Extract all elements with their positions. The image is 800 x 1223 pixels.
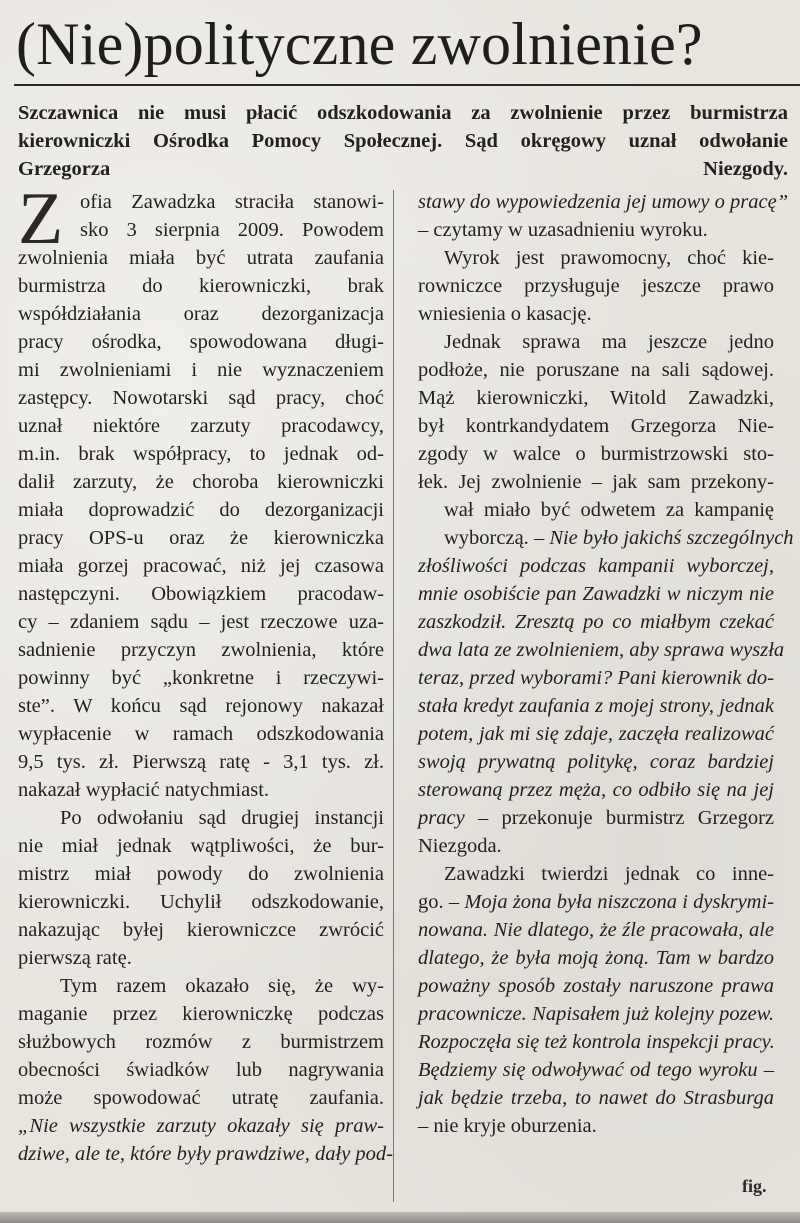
text-line: burmistrza do kierowniczki, brak xyxy=(18,275,384,297)
quote-line: Rozpoczęła się też kontrola inspekcji pracy. xyxy=(418,1031,775,1053)
text-line: – czytamy w uzasadnieniu wyroku. xyxy=(418,219,708,241)
quote-line: „Nie wszystkie zarzuty okazały się praw- xyxy=(18,1115,384,1137)
quote-line: złośliwości podczas kampanii wyborczej, xyxy=(418,555,774,577)
text-line: Niezgoda. xyxy=(418,835,502,857)
quote-segment: – Moja żona była niszczona i dyskrymi- xyxy=(448,891,775,913)
text-line: Mąż kierowniczki, Witold Zawadzki, xyxy=(418,387,774,409)
quote-line: poważny sposób zostały naruszone prawa xyxy=(418,975,774,997)
text-line: sadnienie przyczyn zwolnienia, które xyxy=(18,639,384,661)
quote-line: zaszkodził. Zresztą po co miałbym czekać xyxy=(418,611,774,633)
quote-line: swoją prywatną politykę, coraz bardziej xyxy=(418,751,774,773)
text-line: mi zwolnieniami i nie wyznaczeniem xyxy=(18,359,384,381)
text-line: nakazując byłej kierowniczce zwrócić xyxy=(18,919,384,941)
article-column-left xyxy=(18,178,394,1168)
text-line: może spowodować utratę zaufania. xyxy=(18,1087,384,1109)
quote-segment: pracy xyxy=(418,807,465,829)
text-line: kierowniczki. Uchylił odszkodowanie, xyxy=(18,891,384,913)
text-line: zgody w walce o burmistrzowski sto- xyxy=(418,443,774,465)
text-segment: go. xyxy=(418,891,444,913)
text-line: nakazał wypłacić natychmiast. xyxy=(18,779,270,801)
quote-line: nowana. Nie dlatego, że źle pracowała, ale xyxy=(418,919,774,941)
quote-line: mnie osobiście pan Zawadzki w niczym nie xyxy=(418,583,774,605)
lead-paragraph xyxy=(18,99,788,183)
text-line: łek. Jej zwolnienie – jak sam przekony- xyxy=(418,471,774,493)
text-line: – nie kryje oburzenia. xyxy=(418,1115,597,1137)
page-bottom-edge xyxy=(0,1212,800,1223)
text-line: ste”. W końcu sąd rejonowy nakazał xyxy=(18,695,384,717)
column-divider xyxy=(393,190,394,1202)
text-line: dalił zarzuty, że choroba kierowniczki xyxy=(18,471,384,493)
quote-line: pracownicze. Napisałem już kolejny pozew. xyxy=(418,1003,774,1025)
text-line: obecności świadków lub nagrywania xyxy=(18,1059,384,1081)
text-line: miała doprowadzić do dezorganizacji xyxy=(18,499,384,521)
quote-line: teraz, przed wyborami? Pani kierownik do- xyxy=(418,667,774,689)
headline: (Nie)polityczne zwolnienie? xyxy=(16,11,703,77)
text-line: wypłacenie w ramach odszkodowania xyxy=(18,723,384,745)
text-line: pierwszą ratę. xyxy=(18,947,132,969)
text-segment: wyborczą. xyxy=(444,527,529,549)
text-line: wał miało być odwetem za kampanię xyxy=(444,499,774,521)
text-line: nie miał jednak wątpliwości, że bur- xyxy=(18,835,384,857)
drop-cap: Z xyxy=(18,178,64,260)
text-line: pracy OPS-u oraz że kierowniczka xyxy=(18,527,384,549)
text-line: Wyrok jest prawomocny, choć kie- xyxy=(444,247,774,269)
text-line: powinny być „konkretne i rzeczywi- xyxy=(18,667,384,689)
text-line: zwolnienia miała być utrata zaufania xyxy=(18,247,384,269)
article-column-right xyxy=(402,188,794,1140)
quote-line: jak będzie trzeba, to nawet do Strasburga xyxy=(418,1087,774,1109)
text-line: 9,5 tys. zł. Pierwszą ratę - 3,1 tys. zł. xyxy=(18,751,384,773)
text-line: podłoże, nie poruszane na sali sądowej. xyxy=(418,359,774,381)
text-line: m.in. brak współpracy, to jednak od- xyxy=(18,443,384,465)
quote-segment: – Nie było jakichś szczególnych xyxy=(533,527,794,549)
lead-line: Grzegorza Niezgody. xyxy=(18,158,788,180)
author-signature: fig. xyxy=(742,1176,767,1196)
lead-line: Szczawnica nie musi płacić odszkodowania za zwolnienie przez burmistrza xyxy=(18,102,788,124)
text-line: ofia Zawadzka straciła stanowi- xyxy=(80,191,384,213)
text-line: Zawadzki twierdzi jednak co inne- xyxy=(444,863,774,885)
text-line: Po odwołaniu sąd drugiej instancji xyxy=(60,807,384,829)
text-line: współdziałania oraz dezorganizacja xyxy=(18,303,384,325)
text-line: mistrz miał powody do zwolnienia xyxy=(18,863,384,885)
text-line: służbowych rozmów z burmistrzem xyxy=(18,1031,384,1053)
quote-line: stała kredyt zaufania z mojej strony, jednak xyxy=(418,695,774,717)
quote-line: dlatego, że była moją żoną. Tam w bardzo xyxy=(418,947,774,969)
quote-line: Będziemy się odwoływać od tego wyroku – xyxy=(418,1059,774,1081)
text-line: następczyni. Obowiązkiem pracodaw- xyxy=(18,583,384,605)
text-line xyxy=(402,804,774,832)
text-line: maganie przez kierowniczkę podczas xyxy=(18,1003,384,1025)
quote-line: sterowaną przez męża, co odbiło się na jej xyxy=(418,779,774,801)
text-line: wniesienia o kasację. xyxy=(418,303,592,325)
text-line: zastępcy. Nowotarski sąd pracy, choć xyxy=(18,387,384,409)
text-line xyxy=(402,888,774,916)
quote-line: potem, jak mi się zdaje, zaczęła realizować xyxy=(418,723,774,745)
text-line: cy – zdaniem sądu – jest rzeczowe uza- xyxy=(18,611,384,633)
quote-line: dziwe, ale te, które były prawdziwe, dały pod- xyxy=(18,1143,394,1165)
text-segment: – przekonuje burmistrz Grzegorz xyxy=(477,807,775,829)
text-line: pracy ośrodka, spowodowana długi- xyxy=(18,331,384,353)
text-line: miała gorzej pracować, niż jej czasowa xyxy=(18,555,384,577)
quote-line: stawy do wypowiedzenia jej umowy o pracę” xyxy=(418,191,789,213)
text-line: Tym razem okazało się, że wy- xyxy=(60,975,384,997)
text-line: uznał niektóre zarzuty pracodawcy, xyxy=(18,415,384,437)
text-line: sko 3 sierpnia 2009. Powodem xyxy=(80,219,384,241)
lead-line: kierowniczki Ośrodka Pomocy Społecznej. Sąd okręgowy uznał odwołanie xyxy=(18,130,788,152)
text-line xyxy=(402,524,794,552)
headline-rule xyxy=(14,84,800,86)
text-line: był kontrkandydatem Grzegorza Nie- xyxy=(418,415,774,437)
quote-line: dwa lata ze zwolnieniem, aby sprawa wyszła xyxy=(418,639,785,661)
text-line: rowniczce przysługuje jeszcze prawo xyxy=(418,275,774,297)
text-line: Jednak sprawa ma jeszcze jedno xyxy=(444,331,774,353)
